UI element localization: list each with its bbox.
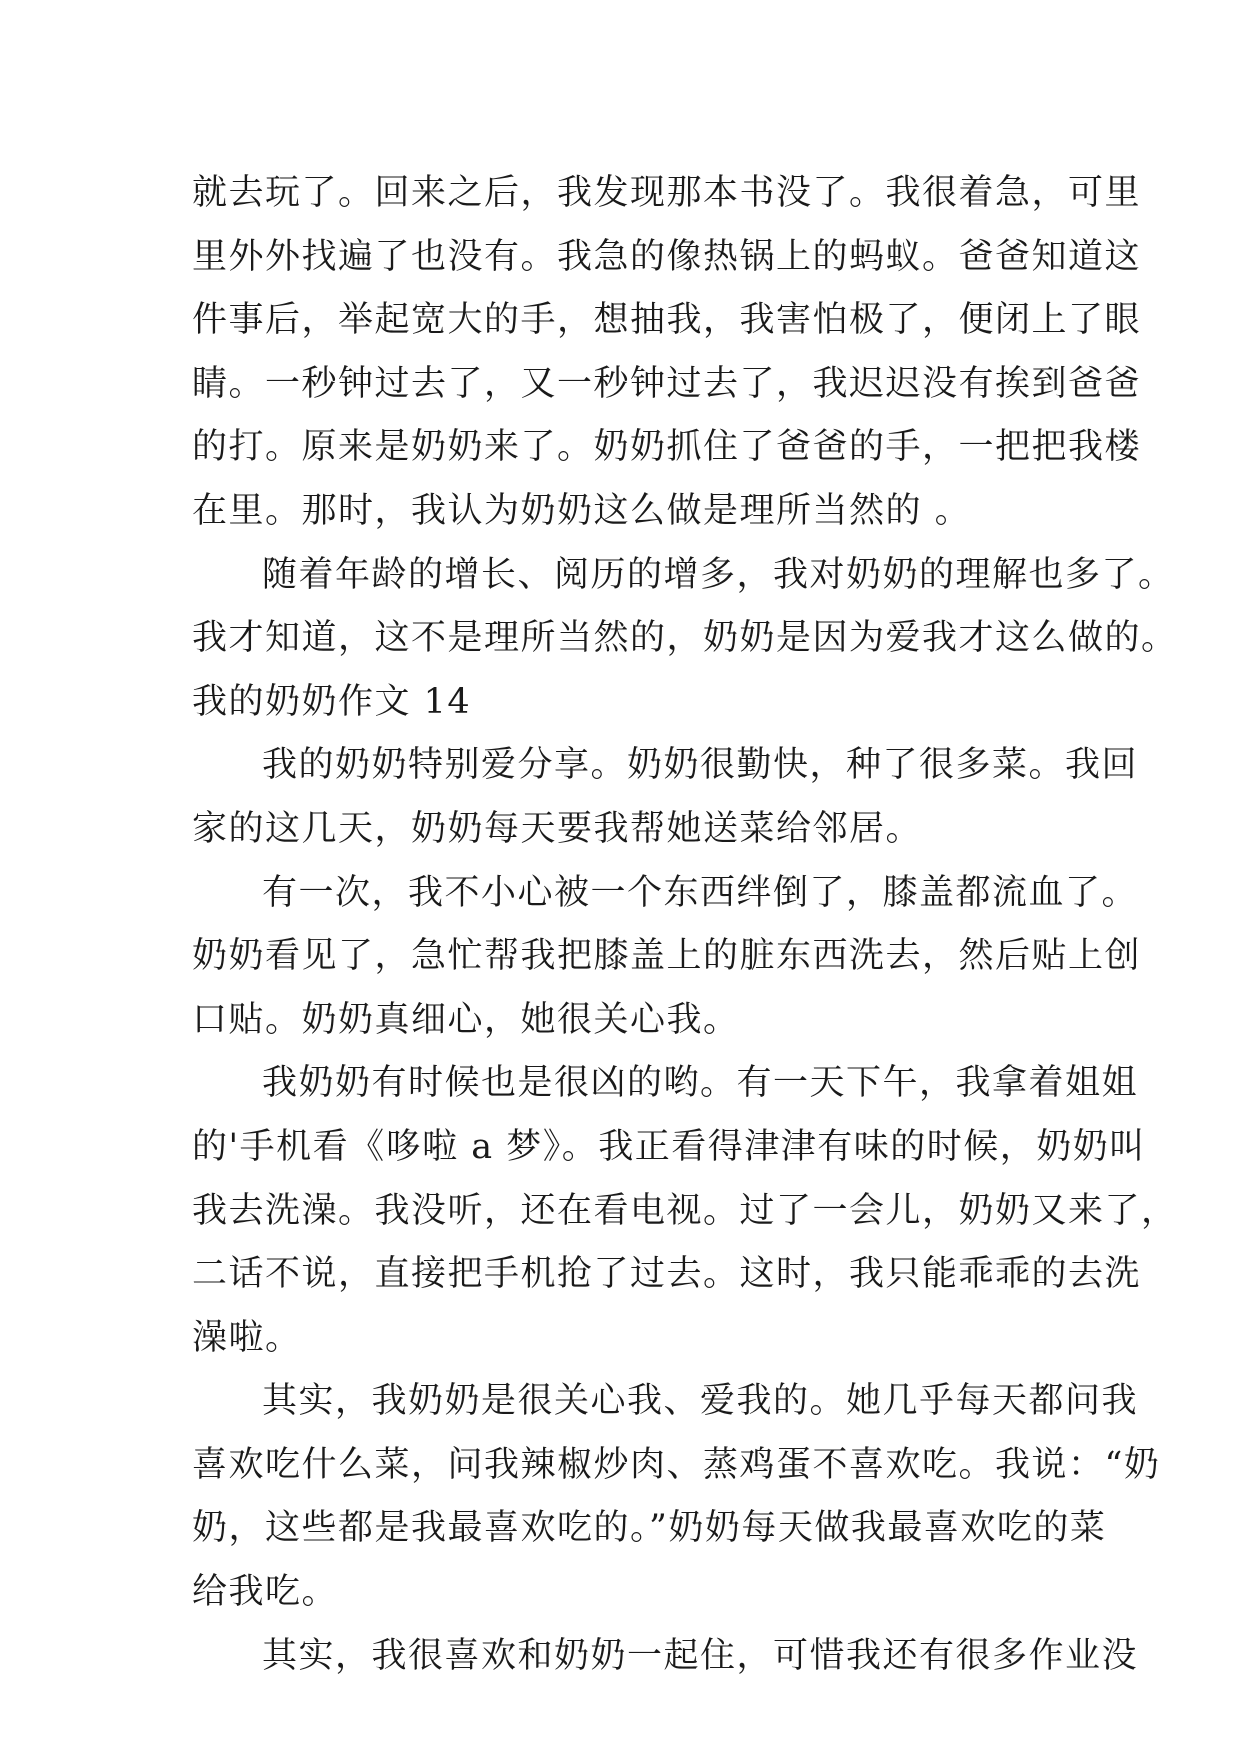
text-line: 我的奶奶特别爱分享。奶奶很勤快，种了很多菜。我回 [262,745,1139,786]
text-line: 我去洗澡。我没听，还在看电视。过了一会儿，奶奶又来了， [192,1190,1178,1231]
text-line: 澡啦。 [192,1317,302,1358]
text-line: 随着年龄的增长、阅历的增多，我对奶奶的理解也多了。 [262,554,1175,595]
essay-text [192,162,1178,1688]
text-line: 我才知道，这不是理所当然的，奶奶是因为爱我才这么做的。 [192,618,1178,659]
text-line: 奶奶看见了，急忙帮我把膝盖上的脏东西洗去，然后贴上创 [192,936,1142,977]
text-line: 奶，这些都是我最喜欢吃的。”奶奶每天做我最喜欢吃的菜 [192,1508,1107,1549]
text-line: 件事后，举起宽大的手，想抽我，我害怕极了，便闭上了眼 [192,300,1142,341]
text-line: 有一次，我不小心被一个东西绊倒了，膝盖都流血了。 [262,872,1139,913]
text-line: 在里。那时，我认为奶奶这么做是理所当然的 。 [192,490,972,531]
text-line: 的打。原来是奶奶来了。奶奶抓住了爸爸的手，一把把我楼 [192,427,1142,468]
text-line: 里外外找遍了也没有。我急的像热锅上的蚂蚁。爸爸知道这 [192,236,1142,277]
text-line: 其实，我奶奶是很关心我、爱我的。她几乎每天都问我 [262,1381,1139,1422]
section-heading: 我的奶奶作文 14 [192,681,472,722]
text-line: 睛。一秒钟过去了，又一秒钟过去了，我迟迟没有挨到爸爸 [192,363,1142,404]
text-line: 喜欢吃什么菜，问我辣椒炒肉、蒸鸡蛋不喜欢吃。我说：“奶 [192,1444,1161,1485]
text-line: 我奶奶有时候也是很凶的哟。有一天下午，我拿着姐姐 [262,1063,1139,1104]
text-line: 家的这几天，奶奶每天要我帮她送菜给邻居。 [192,808,923,849]
text-line: 就去玩了。回来之后，我发现那本书没了。我很着急，可里 [192,173,1142,213]
text-line: 口贴。奶奶真细心，她很关心我。 [192,999,740,1040]
text-line: 的'手机看《哆啦 a 梦》。我正看得津津有味的时候，奶奶叫 [192,1126,1146,1167]
text-line: 其实，我很喜欢和奶奶一起住，可惜我还有很多作业没 [262,1635,1139,1676]
text-line: 给我吃。 [192,1572,339,1613]
text-line: 二话不说，直接把手机抢了过去。这时，我只能乖乖的去洗 [192,1254,1142,1295]
